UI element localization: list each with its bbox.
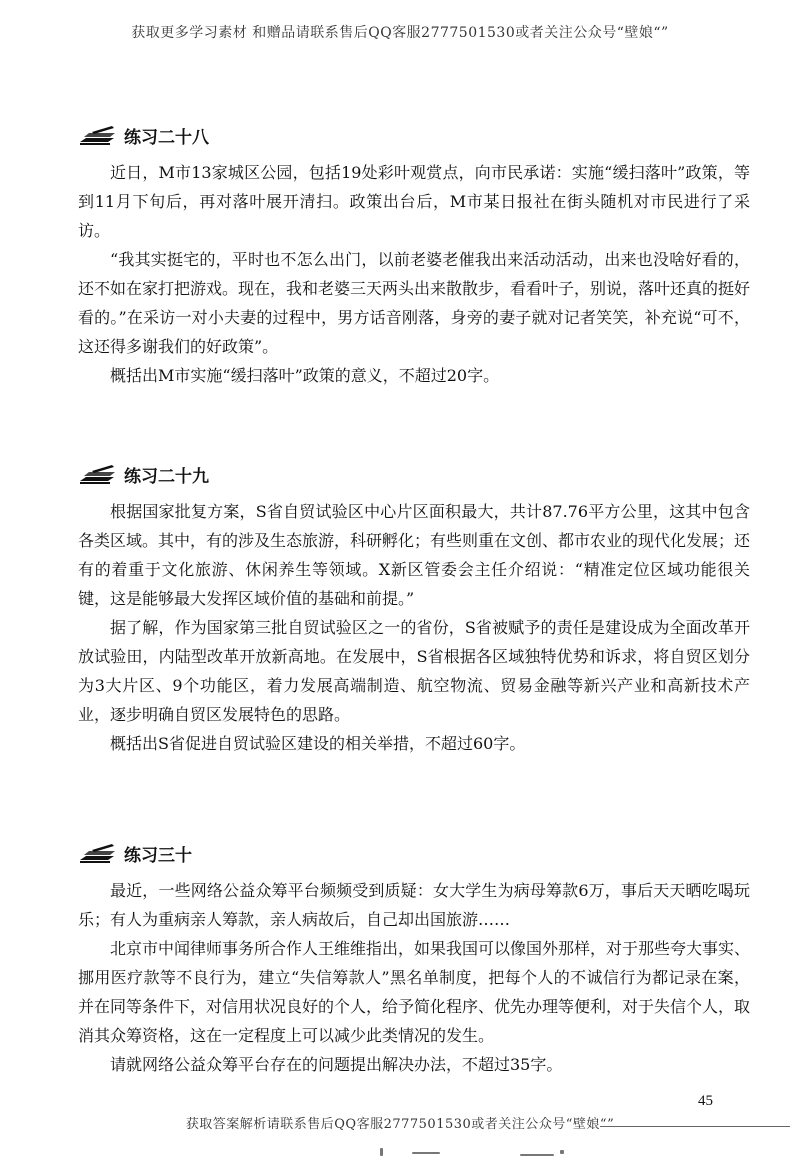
exercise-30-paragraph-1: 最近，一些网络公益众筹平台频频受到质疑：女大学生为病母筹款6万，事后天天晒吃喝玩乐；有人为重病亲人筹款，亲人病故后，自己却出国旅游…… (78, 881, 750, 929)
exercise-30-question: 请就网络公益众筹平台存在的问题提出解决办法，不超过35字。 (110, 1055, 563, 1074)
exercise-28-heading (78, 122, 750, 148)
exercise-28-question: 概括出M市实施“缓扫落叶”政策的意义，不超过20字。 (110, 366, 500, 385)
exercise-29-paragraph-1: 根据国家批复方案，S省自贸试验区中心片区面积最大，共计87.76平方公里，这其中包含各类区域。其中，有的涉及生态旅游，科研孵化；有些则重在文创、都市农业的现代化发展；还有的着重于文化旅游、休闲养生等领域。X新区管委会主任介绍说：“精准定位区域功能很关键，这是能够最大发挥区域价值的基础和前提。” (78, 502, 751, 608)
page-number: 45 (698, 1093, 713, 1109)
pen-book-icon (78, 842, 120, 864)
exercise-28-title: 练习二十八 (124, 127, 209, 148)
exercise-29-heading (78, 461, 750, 487)
scan-speck (380, 1148, 383, 1156)
scan-speck (412, 1152, 440, 1154)
scan-speck (560, 1150, 564, 1154)
exercise-30-title: 练习三十 (124, 845, 192, 866)
exercise-29-title: 练习二十九 (124, 466, 209, 487)
exercise-29 (78, 461, 750, 758)
exercise-28-paragraph-2: “我其实挺宅的，平时也不怎么出门，以前老婆老催我出来活动活动，出来也没啥好看的，还不如在家打把游戏。现在，我和老婆三天两头出来散散步，看看叶子，别说，落叶还真的挺好看的。”在采访一对小夫妻的过程中，男方话音刚落，身旁的妻子就对记者笑笑，补充说“可不，这还得多谢我们的好政策”。 (78, 250, 751, 356)
pen-book-icon (78, 463, 120, 485)
pen-book-icon (78, 124, 120, 146)
header-watermark: 获取更多学习素材 和赠品请联系售后QQ客服2777501530或者关注公众号“壁娘“” (131, 25, 669, 41)
exercise-30-paragraph-2: 北京市中闻律师事务所合作人王维维指出，如果我国可以像国外那样，对于那些夸大事实、挪用医疗款等不良行为，建立“失信筹款人”黑名单制度，把每个人的不诚信行为都记录在案，并在同等条件下，对信用状况良好的个人，给予简化程序、优先办理等便利，对于失信个人，取消其众筹资格，这在一定程度上可以减少此类情况的发生。 (78, 939, 751, 1045)
scan-speck (520, 1154, 554, 1156)
exercise-29-paragraph-2: 据了解，作为国家第三批自贸试验区之一的省份，S省被赋予的责任是建设成为全面改革开放试验田，内陆型改革开放新高地。在发展中，S省根据各区域独特优势和诉求，将自贸区划分为3大片区、9个功能区，着力发展高端制造、航空物流、贸易金融等新兴产业和高新技术产业，逐步明确自贸区发展特色的思路。 (78, 618, 750, 724)
footer-watermark: 获取答案解析请联系售后QQ客服2777501530或者关注公众号“壁娘“” (185, 1117, 615, 1132)
exercise-28-paragraph-1: 近日，M市13家城区公园，包括19处彩叶观赏点，向市民承诺：实施“缓扫落叶”政策，等到11月下旬后，再对落叶展开清扫。政策出台后，M市某日报社在街头随机对市民进行了采访。 (78, 163, 750, 240)
exercise-30-heading (78, 840, 750, 866)
exercise-30 (78, 840, 750, 1079)
exercise-28 (78, 122, 750, 390)
exercise-29-question: 概括出S省促进自贸试验区建设的相关举措，不超过60字。 (110, 734, 526, 753)
